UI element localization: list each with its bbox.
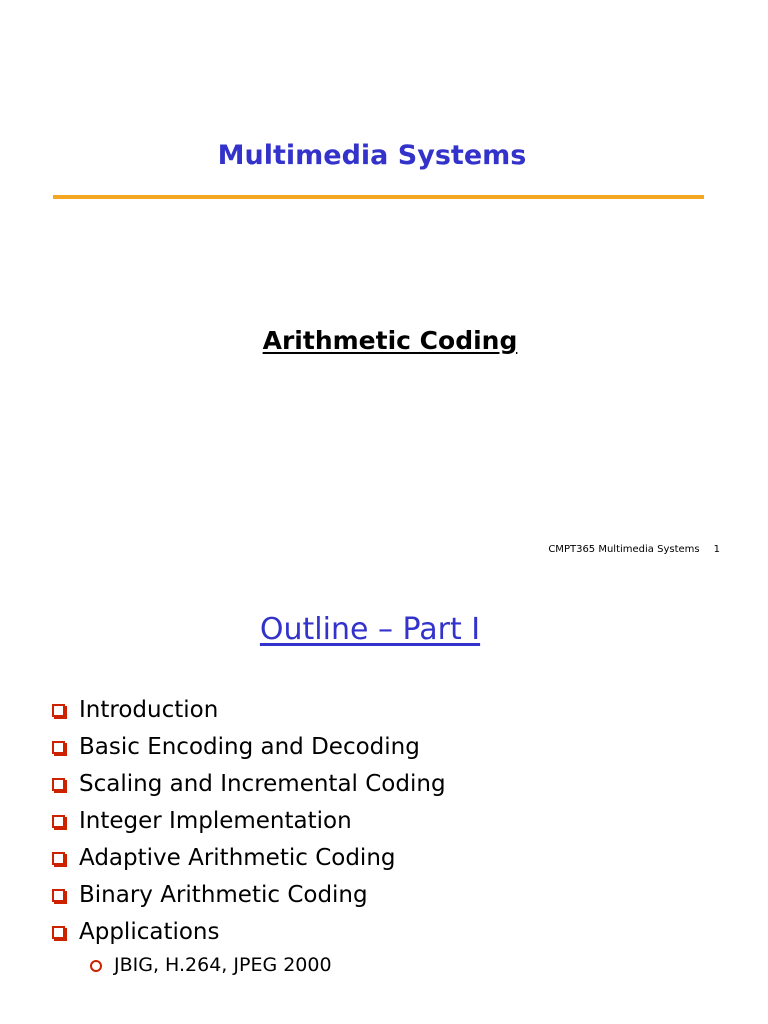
sub-list-item-label: JBIG, H.264, JPEG 2000 bbox=[114, 954, 332, 976]
list-item-label: Basic Encoding and Decoding bbox=[79, 733, 420, 760]
footer-course-label: CMPT365 Multimedia Systems bbox=[548, 544, 700, 555]
square-bullet-icon bbox=[52, 852, 65, 865]
list-item-label: Introduction bbox=[79, 696, 219, 723]
list-item bbox=[52, 802, 446, 839]
list-item bbox=[52, 913, 446, 950]
outline-list bbox=[52, 691, 446, 980]
list-item bbox=[52, 728, 446, 765]
circle-bullet-icon bbox=[90, 960, 102, 972]
list-item bbox=[52, 876, 446, 913]
list-item bbox=[52, 839, 446, 876]
square-bullet-icon bbox=[52, 704, 65, 717]
sub-list bbox=[52, 950, 446, 980]
slide-title: Multimedia Systems bbox=[217, 140, 527, 171]
square-bullet-icon bbox=[52, 889, 65, 902]
list-item-label: Adaptive Arithmetic Coding bbox=[79, 844, 396, 871]
list-item-label: Applications bbox=[79, 918, 220, 945]
page-number: 1 bbox=[713, 544, 720, 555]
sub-list-item bbox=[90, 950, 446, 980]
outline-title: Outline – Part I bbox=[259, 612, 481, 647]
square-bullet-icon bbox=[52, 926, 65, 939]
slide-footer bbox=[548, 544, 720, 555]
sub-list-container bbox=[52, 950, 446, 980]
list-item bbox=[52, 691, 446, 728]
list-item-label: Binary Arithmetic Coding bbox=[79, 881, 368, 908]
slide-subtitle: Arithmetic Coding bbox=[262, 326, 518, 355]
list-item bbox=[52, 765, 446, 802]
outline-slide bbox=[0, 580, 768, 1024]
list-item-label: Scaling and Incremental Coding bbox=[79, 770, 446, 797]
square-bullet-icon bbox=[52, 741, 65, 754]
list-item-label: Integer Implementation bbox=[79, 807, 352, 834]
square-bullet-icon bbox=[52, 778, 65, 791]
title-divider bbox=[53, 195, 704, 199]
square-bullet-icon bbox=[52, 815, 65, 828]
